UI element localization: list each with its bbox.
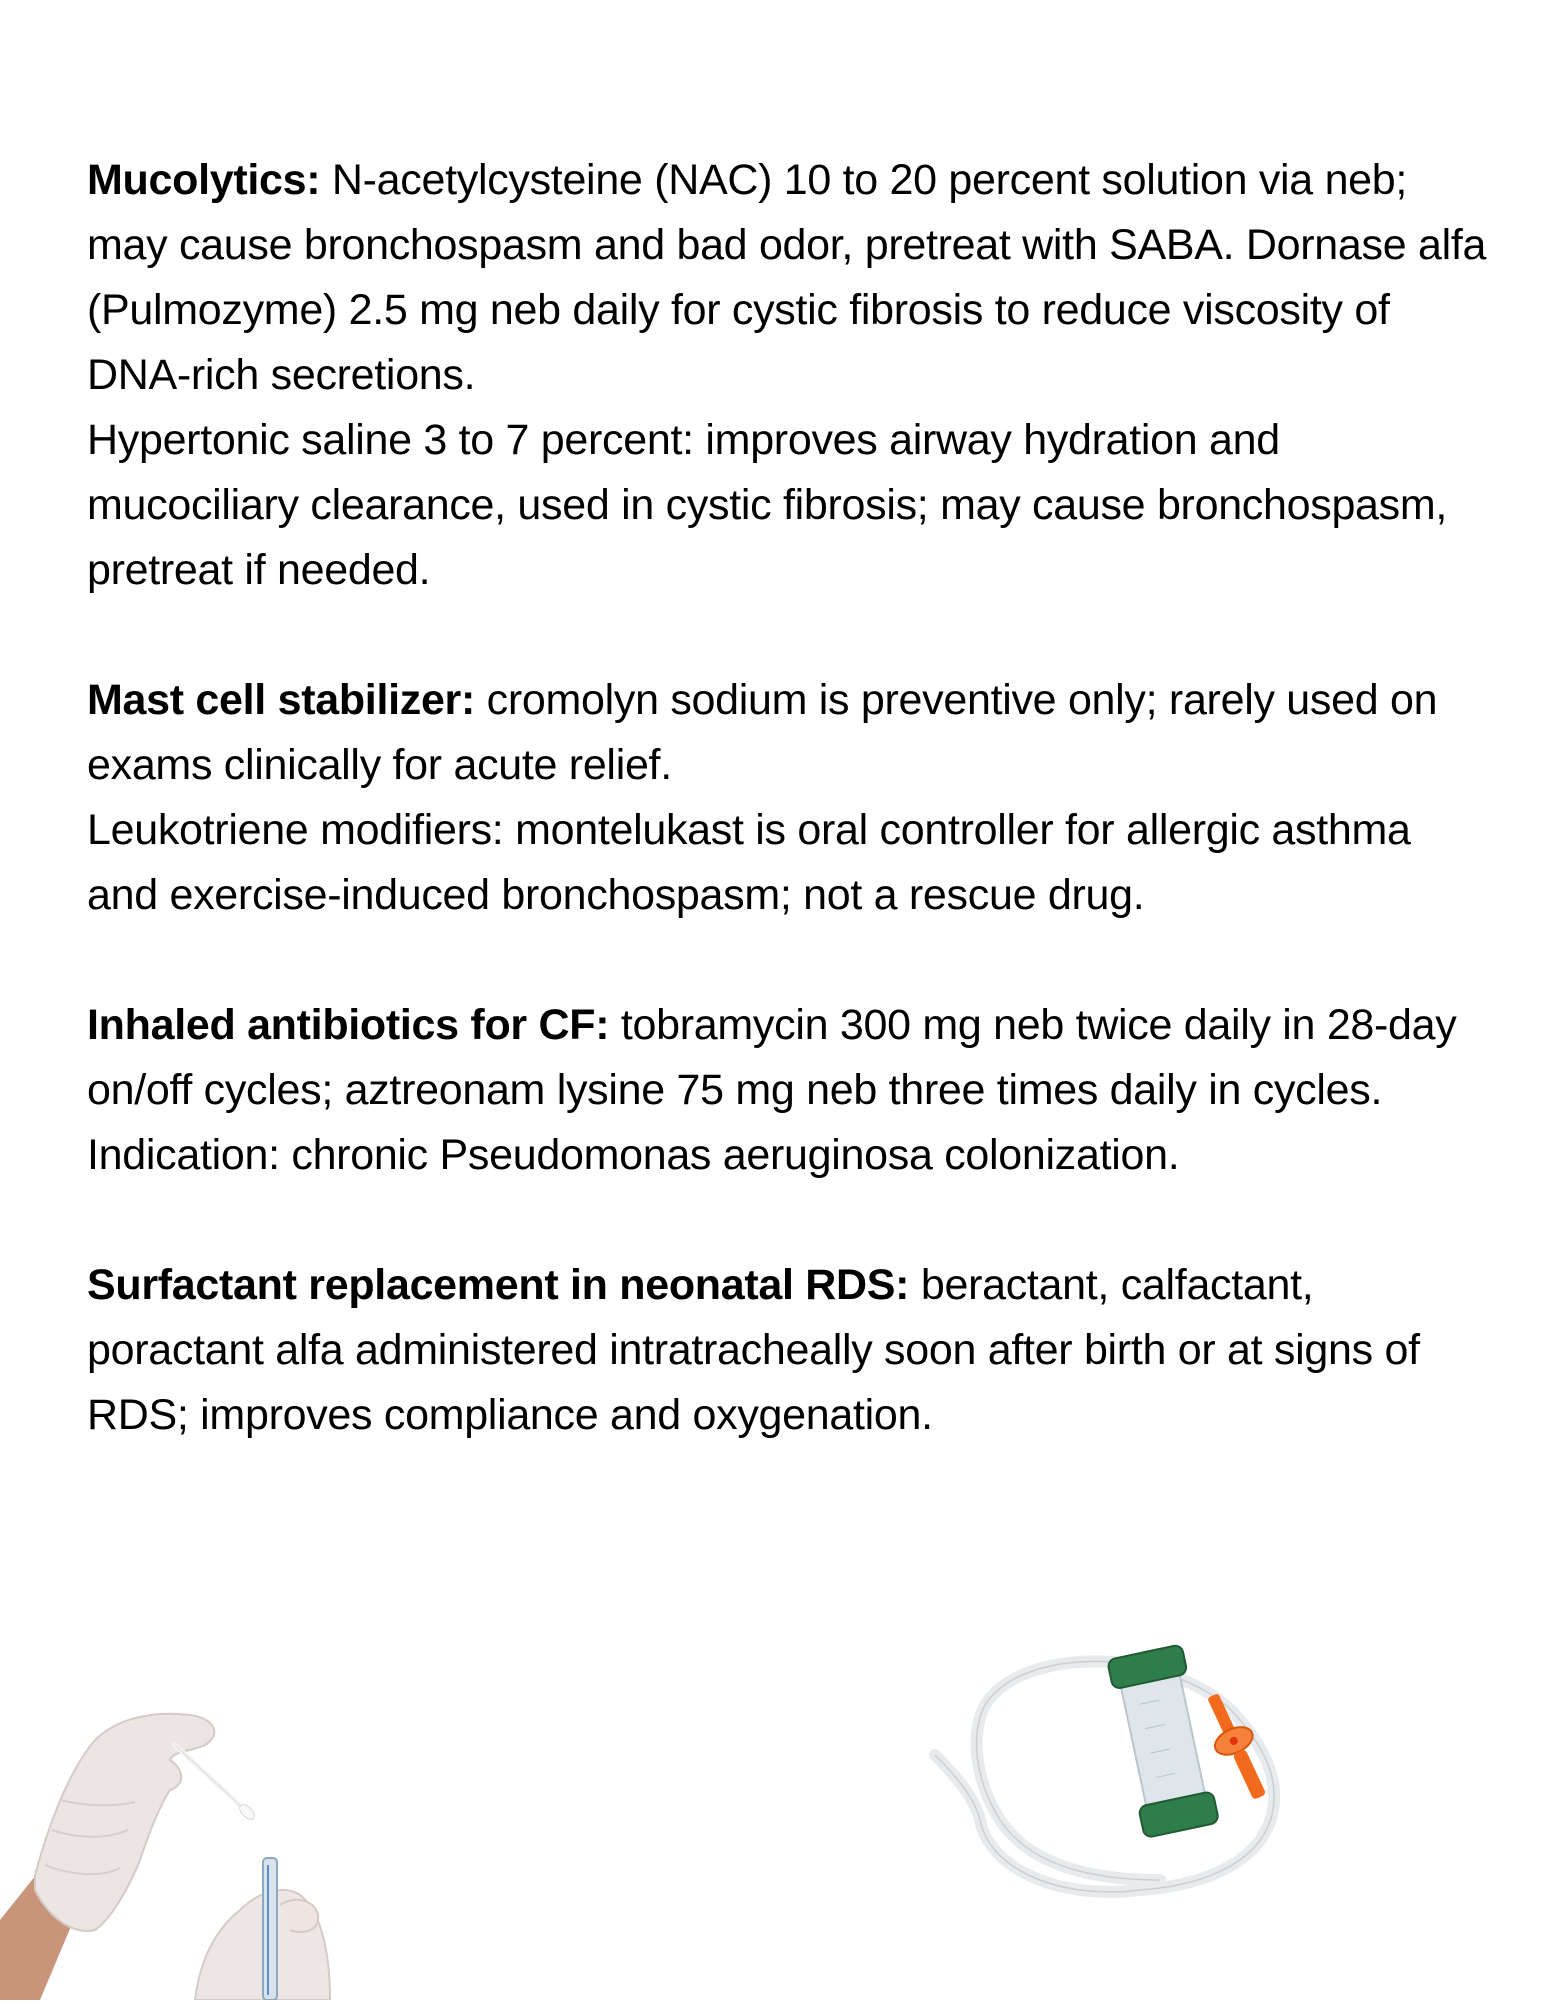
section-text: cromolyn sodium is preventive only; rarely used on exams clinically for acute relief.	[87, 676, 1438, 789]
section-leukotriene	[87, 798, 1487, 928]
document-body	[87, 148, 1487, 1448]
section-surfactant	[87, 1253, 1487, 1448]
gloved-hands-icon	[0, 1690, 360, 2000]
section-text: Hypertonic saline 3 to 7 percent: improves airway hydration and mucociliary clearance, used in cystic fibrosis; may cause bronchospasm, pretreat if needed.	[87, 416, 1448, 594]
section-heading: Surfactant replacement in neonatal RDS:	[87, 1261, 910, 1309]
section-hypertonic-saline	[87, 408, 1487, 603]
section-heading: Inhaled antibiotics for CF:	[87, 1001, 610, 1049]
section-text: N-acetylcysteine (NAC) 10 to 20 percent solution via neb; may cause bronchospasm and bad odor, pretreat with SABA. Dornase alfa (Pulmozyme) 2.5 mg neb daily for cystic fibrosis to reduce viscosity of DNA-rich secretions.	[87, 156, 1487, 399]
section-mucolytics	[87, 148, 1487, 408]
section-text: Leukotriene modifiers: montelukast is oral controller for allergic asthma and exercise-induced bronchospasm; not a rescue drug.	[87, 806, 1411, 919]
section-mast-cell	[87, 668, 1487, 798]
section-text: tobramycin 300 mg neb twice daily in 28-day on/off cycles; aztreonam lysine 75 mg neb three times daily in cycles. Indication: chronic Pseudomonas aeruginosa colonization.	[87, 1001, 1457, 1179]
gloves-swab-image	[0, 1690, 360, 2000]
suction-trap-icon	[920, 1640, 1300, 1920]
suction-trap-image	[920, 1640, 1300, 1920]
section-heading: Mucolytics:	[87, 156, 321, 204]
section-inhaled-antibiotics	[87, 993, 1487, 1188]
section-heading: Mast cell stabilizer:	[87, 676, 476, 724]
section-text: beractant, calfactant, poractant alfa administered intratracheally soon after birth or at signs of RDS; improves compliance and oxygenation.	[87, 1261, 1420, 1439]
